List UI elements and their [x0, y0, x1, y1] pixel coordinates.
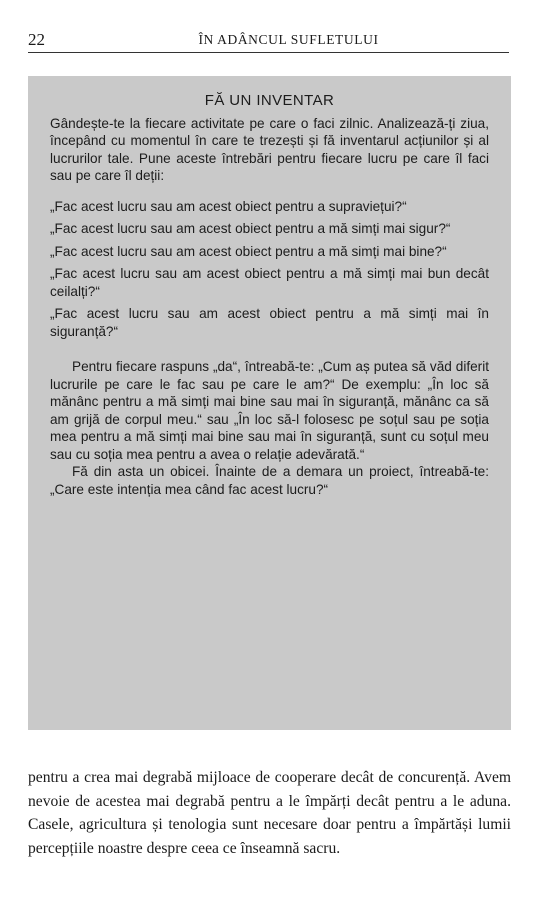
box-title: FĂ UN INVENTAR: [204, 92, 335, 109]
answer-paragraph: Pentru fiecare raspuns „da“, întreabă-te: „Cum aș putea să văd diferit lucrurile pe care le fac sau pe care le am?“ De exemplu: „În loc să mănânc pentru a mă simți mai bine sau mai în siguranță, mănânc ca să am grijă de corpul meu.“ sau „În loc să-l folosesc pe soțul sau pe soția mea pentru a mă simți mai bine sau mai în siguranță, sunt cu soțul meu sau cu soția mea pentru a avea o relație adevărată.“: [50, 359, 489, 462]
inventory-box: [28, 76, 511, 730]
habit-paragraph: Fă din asta un obicei. Înainte de a demara un proiect, întreabă-te: „Care este intenția mea când fac acest lucru?“: [50, 464, 489, 497]
page-number: 22: [28, 30, 45, 49]
box-intro: Gândește-te la fiecare activitate pe care o faci zilnic. Analizează-ți ziua, începând cu momentul în care te trezești și fă inventarul acțiunilor și al lucrurilor tale. Pune aceste întrebări pentru fiecare lucru pe care îl faci sau pe care îl deții:: [50, 115, 489, 183]
question-item: „Fac acest lucru sau am acest obiect pentru a mă simți mai în siguranță?“: [50, 306, 489, 339]
body-paragraph: pentru a crea mai degrabă mijloace de cooperare decât de concurență. Avem nevoie de acestea mai degrabă pentru a le împărți decât pentru a le aduna. Casele, agricultura și tenologia sunt necesare doar pentru a împărtăși lumii percepțiile noastre despre ceea ce înseamnă sacru.: [28, 769, 511, 857]
question-item: „Fac acest lucru sau am acest obiect pentru a mă simți mai bine?“: [50, 243, 447, 259]
question-item: „Fac acest lucru sau am acest obiect pentru a mă simți mai bun decât ceilalți?“: [50, 266, 489, 299]
question-item: „Fac acest lucru sau am acest obiect pentru a mă simți mai sigur?“: [50, 221, 451, 236]
running-title: ÎN ADÂNCUL SUFLETULUI: [198, 32, 379, 47]
question-item: „Fac acest lucru sau am acest obiect pentru a supraviețui?“: [50, 198, 407, 214]
page-header: [28, 30, 509, 53]
